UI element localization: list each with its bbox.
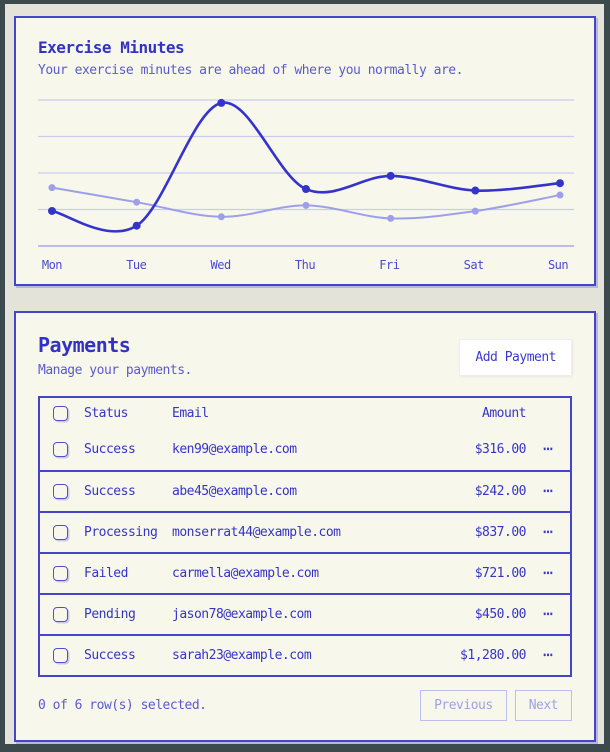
row-checkbox[interactable] [53,484,68,499]
status-cell: Pending [84,607,136,622]
x-axis-tick-label: Sat [463,258,484,272]
email-cell: carmella@example.com [172,566,319,581]
exercise-line-chart [38,94,572,275]
payments-table-body [40,429,570,675]
status-cell: Success [84,442,136,457]
email-column-header: Email [172,406,209,421]
x-axis-tick-label: Mon [41,258,63,272]
row-menu-button[interactable] [543,483,553,499]
x-axis-tick-label: Fri [379,258,400,272]
ellipsis-icon: ⋯ [543,563,553,582]
rows-selected-text: 0 of 6 row(s) selected. [38,698,207,713]
payments-card [14,311,596,742]
data-point-today [217,99,225,107]
email-cell: ken99@example.com [172,442,297,457]
data-point-today [387,172,395,180]
exercise-card-subtitle: Your exercise minutes are ahead of where you normally are. [38,63,463,78]
data-point-average [49,184,56,191]
payments-card-header [38,333,572,378]
status-cell: Failed [84,566,128,581]
select-all-checkbox[interactable] [53,406,68,421]
amount-cell: $721.00 [474,566,526,581]
payments-card-title: Payments [38,333,131,357]
email-cell: abe45@example.com [172,484,297,499]
data-point-average [557,192,564,199]
amount-cell: $316.00 [474,442,526,457]
amount-cell: $837.00 [474,525,526,540]
row-checkbox-cell [40,484,84,499]
ellipsis-icon: ⋯ [543,645,553,664]
row-actions-cell [526,647,570,664]
data-point-average [387,215,394,222]
data-point-average [133,199,140,206]
ellipsis-icon: ⋯ [543,439,553,458]
status-cell: Success [84,484,136,499]
amount-column-header: Amount [482,406,526,421]
data-point-today [133,222,141,230]
header-checkbox-cell [40,406,84,421]
amount-cell: $450.00 [474,607,526,622]
data-point-today [48,207,56,215]
line-chart-svg [38,94,574,250]
row-actions-cell [526,441,570,458]
row-actions-cell [526,606,570,623]
row-actions-cell [526,483,570,500]
payments-table-header-row [40,398,570,429]
table-row[interactable] [40,552,570,593]
status-cell: Processing [84,525,158,540]
row-actions-cell [526,524,570,541]
row-checkbox[interactable] [53,648,68,663]
data-point-today [556,179,564,187]
row-checkbox-cell [40,525,84,540]
status-cell: Success [84,648,136,663]
email-cell: sarah23@example.com [172,648,312,663]
row-menu-button[interactable] [543,524,553,540]
table-row[interactable] [40,429,570,470]
page-canvas [5,4,604,744]
ellipsis-icon: ⋯ [543,522,553,541]
row-checkbox-cell [40,648,84,663]
exercise-card-title: Exercise Minutes [38,38,185,57]
row-menu-button[interactable] [543,606,553,622]
row-checkbox-cell [40,566,84,581]
ellipsis-icon: ⋯ [543,481,553,500]
row-checkbox-cell [40,607,84,622]
row-menu-button[interactable] [543,565,553,581]
payments-card-subtitle: Manage your payments. [38,363,192,378]
row-menu-button[interactable] [543,441,553,457]
next-page-button[interactable]: Next [515,690,572,721]
row-checkbox[interactable] [53,607,68,622]
data-point-average [303,202,310,209]
payments-table [38,396,572,677]
data-point-today [302,185,310,193]
status-column-header: Status [84,406,128,421]
data-point-average [472,208,479,215]
row-checkbox[interactable] [53,525,68,540]
table-row[interactable] [40,634,570,675]
x-axis-tick-label: Wed [210,258,231,272]
row-checkbox[interactable] [53,566,68,581]
row-checkbox[interactable] [53,442,68,457]
x-axis-tick-label: Sun [547,258,569,272]
amount-cell: $242.00 [474,484,526,499]
add-payment-button[interactable]: Add Payment [459,339,572,376]
table-row[interactable] [40,511,570,552]
amount-cell: $1,280.00 [460,648,526,663]
ellipsis-icon: ⋯ [543,604,553,623]
table-row[interactable] [40,593,570,634]
payments-table-footer [38,690,572,721]
chart-x-axis-labels [38,253,572,275]
table-row[interactable] [40,470,570,511]
row-menu-button[interactable] [543,647,553,663]
data-point-average [218,213,225,220]
previous-page-button[interactable]: Previous [420,690,507,721]
x-axis-tick-label: Tue [126,258,147,272]
exercise-minutes-card [14,16,596,286]
x-axis-tick-label: Thu [294,258,316,272]
row-checkbox-cell [40,442,84,457]
email-cell: jason78@example.com [172,607,312,622]
pagination-controls [420,690,572,721]
data-point-today [471,187,479,195]
email-cell: monserrat44@example.com [172,525,341,540]
row-actions-cell [526,565,570,582]
series-line-today [52,103,560,232]
